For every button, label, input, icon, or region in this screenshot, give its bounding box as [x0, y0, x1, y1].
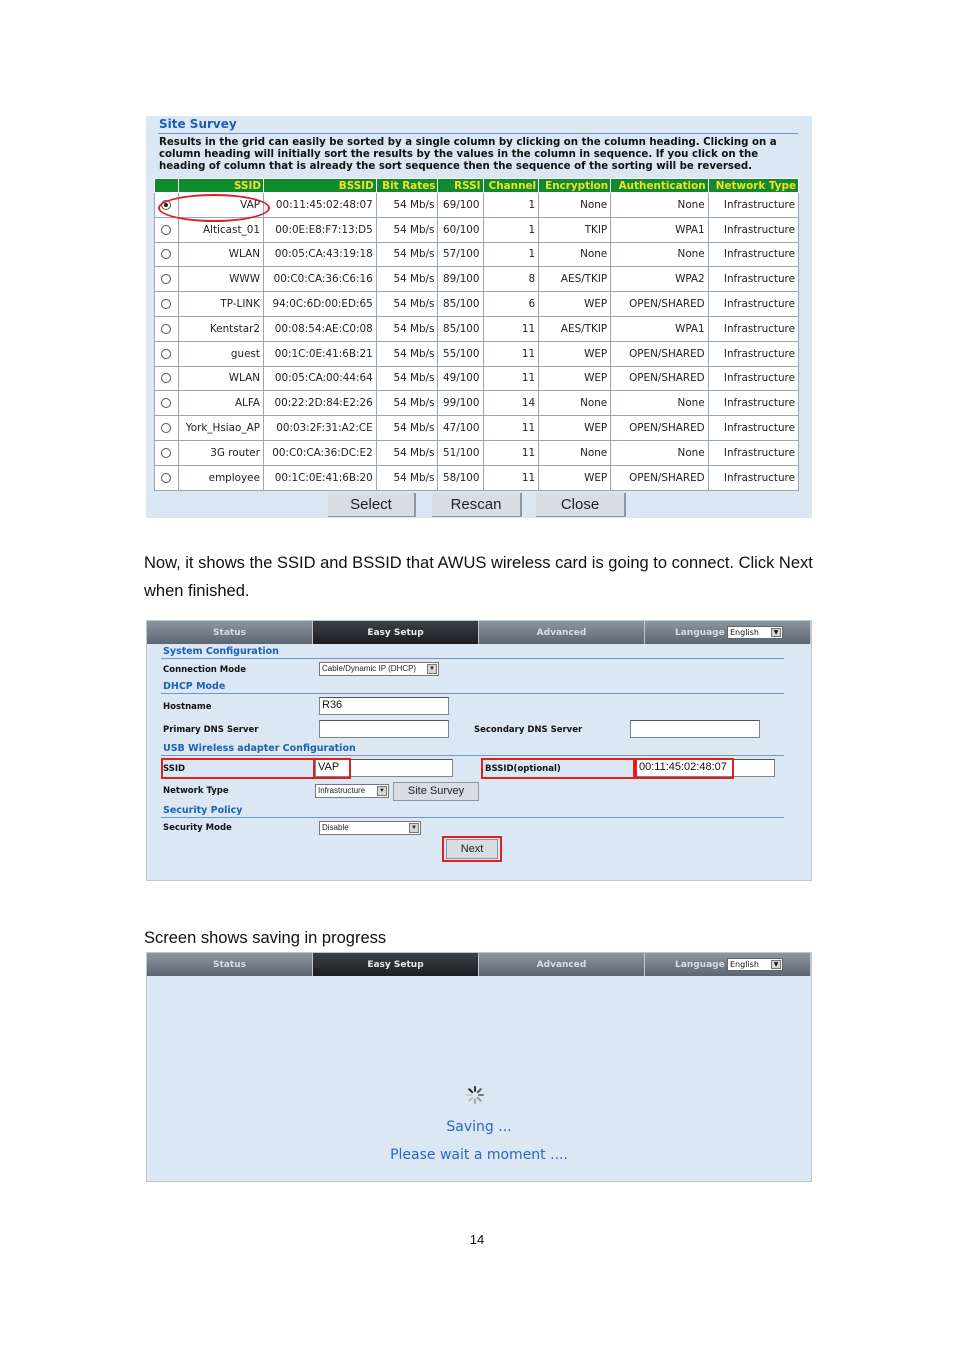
language-value: English — [730, 628, 759, 637]
cell-bssid: 00:22:2D:84:E2:26 — [263, 391, 376, 416]
cell-type: Infrastructure — [708, 341, 798, 366]
cell-encryption: AES/TKIP — [539, 316, 611, 341]
cell-ssid: WWW — [179, 267, 264, 292]
language-select[interactable] — [727, 626, 783, 639]
table-row[interactable] — [155, 292, 799, 317]
cell-rssi: 58/100 — [438, 465, 483, 490]
easy-setup-panel — [146, 620, 812, 881]
cell-auth: None — [611, 391, 708, 416]
row-radio-cell[interactable] — [155, 292, 179, 317]
cell-auth: None — [611, 440, 708, 465]
rescan-button[interactable]: Rescan — [432, 493, 522, 517]
cell-auth: OPEN/SHARED — [611, 341, 708, 366]
cell-rate: 54 Mb/s — [376, 217, 438, 242]
cell-encryption: WEP — [539, 366, 611, 391]
table-row[interactable] — [155, 416, 799, 441]
cell-bssid: 00:1C:0E:41:6B:21 — [263, 341, 376, 366]
row-radio-cell[interactable] — [155, 465, 179, 490]
chevron-down-icon: ▼ — [427, 664, 437, 674]
section-security-policy: Security Policy — [163, 805, 243, 816]
cell-rate: 54 Mb/s — [376, 193, 438, 218]
cell-rssi: 99/100 — [438, 391, 483, 416]
cell-ssid: ALFA — [179, 391, 264, 416]
chevron-down-icon: ▼ — [377, 786, 387, 796]
cell-type: Infrastructure — [708, 416, 798, 441]
cell-ssid: guest — [179, 341, 264, 366]
cell-auth: None — [611, 193, 708, 218]
hostname-label: Hostname — [163, 702, 212, 712]
site-survey-button[interactable]: Site Survey — [393, 782, 479, 801]
divider — [161, 755, 784, 756]
cell-rssi: 55/100 — [438, 341, 483, 366]
row-radio-cell[interactable] — [155, 267, 179, 292]
cell-channel: 11 — [483, 416, 539, 441]
cell-rate: 54 Mb/s — [376, 267, 438, 292]
cell-type: Infrastructure — [708, 391, 798, 416]
cell-bssid: 00:05:CA:00:44:64 — [263, 366, 376, 391]
table-row[interactable] — [155, 267, 799, 292]
cell-auth: OPEN/SHARED — [611, 416, 708, 441]
language-select[interactable] — [727, 958, 783, 971]
cell-auth: None — [611, 242, 708, 267]
row-radio-cell[interactable] — [155, 440, 179, 465]
cell-encryption: None — [539, 242, 611, 267]
cell-encryption: WEP — [539, 465, 611, 490]
cell-rate: 54 Mb/s — [376, 465, 438, 490]
row-radio-cell[interactable] — [155, 341, 179, 366]
language-value: English — [730, 960, 759, 969]
cell-encryption: None — [539, 391, 611, 416]
cell-rssi: 47/100 — [438, 416, 483, 441]
bssid-label: BSSID(optional) — [485, 764, 561, 774]
cell-ssid: employee — [179, 465, 264, 490]
cell-encryption: None — [539, 193, 611, 218]
cell-ssid: 3G router — [179, 440, 264, 465]
cell-bssid: 00:1C:0E:41:6B:20 — [263, 465, 376, 490]
section-system-configuration: System Configuration — [163, 646, 279, 657]
saving-panel — [146, 952, 812, 1182]
security-mode-value: Disable — [322, 823, 349, 832]
radio-button[interactable] — [161, 373, 171, 383]
radio-button[interactable] — [161, 299, 171, 309]
radio-button[interactable] — [161, 423, 171, 433]
site-survey-title: Site Survey — [159, 117, 237, 131]
cell-ssid: Kentstar2 — [179, 316, 264, 341]
site-survey-panel — [146, 116, 812, 518]
cell-channel: 11 — [483, 440, 539, 465]
cell-auth: WPA1 — [611, 217, 708, 242]
row-radio-cell[interactable] — [155, 366, 179, 391]
connection-mode-label: Connection Mode — [163, 665, 246, 675]
row-radio-cell[interactable] — [155, 242, 179, 267]
cell-rate: 54 Mb/s — [376, 416, 438, 441]
cell-type: Infrastructure — [708, 366, 798, 391]
cell-ssid: TP-LINK — [179, 292, 264, 317]
next-button[interactable]: Next — [446, 839, 498, 859]
cell-rssi: 57/100 — [438, 242, 483, 267]
network-type-value: Infrastructure — [318, 786, 366, 795]
primary-dns-label: Primary DNS Server — [163, 725, 259, 735]
cell-auth: OPEN/SHARED — [611, 465, 708, 490]
cell-channel: 1 — [483, 217, 539, 242]
ssid-label: SSID — [163, 764, 186, 774]
cell-type: Infrastructure — [708, 217, 798, 242]
cell-rssi: 49/100 — [438, 366, 483, 391]
cell-channel: 11 — [483, 465, 539, 490]
cell-rssi: 69/100 — [438, 193, 483, 218]
cell-bssid: 00:C0:CA:36:C6:16 — [263, 267, 376, 292]
tab-bar — [147, 953, 811, 976]
cell-bssid: 00:05:CA:43:19:18 — [263, 242, 376, 267]
cell-channel: 6 — [483, 292, 539, 317]
bssid-input[interactable]: 00:11:45:02:48:07 — [636, 759, 775, 777]
chevron-down-icon: ▼ — [409, 823, 419, 833]
radio-button[interactable] — [161, 349, 171, 359]
divider — [161, 658, 784, 659]
cell-rssi: 60/100 — [438, 217, 483, 242]
radio-button[interactable] — [161, 398, 171, 408]
cell-ssid: VAP — [179, 193, 264, 218]
tab-advanced[interactable]: Advanced — [479, 621, 645, 644]
cell-auth: OPEN/SHARED — [611, 366, 708, 391]
cell-ssid: WLAN — [179, 242, 264, 267]
cell-rssi: 89/100 — [438, 267, 483, 292]
column-header[interactable]: RSSI — [438, 179, 483, 193]
cell-bssid: 00:0E:E8:F7:13:D5 — [263, 217, 376, 242]
table-row[interactable] — [155, 316, 799, 341]
cell-type: Infrastructure — [708, 242, 798, 267]
divider — [161, 693, 784, 694]
cell-rate: 54 Mb/s — [376, 292, 438, 317]
table-row[interactable] — [155, 440, 799, 465]
cell-ssid: York_Hsiao_AP — [179, 416, 264, 441]
site-survey-table — [154, 178, 799, 491]
row-radio-cell[interactable] — [155, 217, 179, 242]
radio-button[interactable] — [161, 274, 171, 284]
page-number: 14 — [469, 1232, 485, 1247]
column-header[interactable]: Channel — [483, 179, 539, 193]
cell-encryption: WEP — [539, 341, 611, 366]
cell-auth: WPA1 — [611, 316, 708, 341]
cell-rate: 54 Mb/s — [376, 242, 438, 267]
column-header[interactable]: Bit Rates — [376, 179, 438, 193]
highlight-box — [313, 758, 351, 779]
column-header[interactable]: BSSID — [263, 179, 376, 193]
column-header[interactable]: Encryption — [539, 179, 611, 193]
cell-bssid: 00:C0:CA:36:DC:E2 — [263, 440, 376, 465]
cell-rate: 54 Mb/s — [376, 440, 438, 465]
cell-rate: 54 Mb/s — [376, 316, 438, 341]
cell-encryption: AES/TKIP — [539, 267, 611, 292]
ssid-input[interactable]: VAP — [315, 759, 453, 777]
tab-language — [645, 621, 811, 644]
highlight-box — [635, 758, 734, 779]
radio-button[interactable] — [161, 249, 171, 259]
highlight-box — [481, 758, 635, 779]
radio-button[interactable] — [161, 448, 171, 458]
close-button[interactable]: Close — [536, 493, 626, 517]
cell-bssid: 00:11:45:02:48:07 — [263, 193, 376, 218]
cell-rssi: 85/100 — [438, 316, 483, 341]
table-row[interactable] — [155, 242, 799, 267]
cell-bssid: 00:08:54:AE:C0:08 — [263, 316, 376, 341]
cell-encryption: WEP — [539, 292, 611, 317]
highlight-circle — [158, 194, 270, 222]
cell-rate: 54 Mb/s — [376, 391, 438, 416]
cell-type: Infrastructure — [708, 193, 798, 218]
please-wait-text: Please wait a moment .... — [390, 1147, 568, 1163]
cell-rssi: 85/100 — [438, 292, 483, 317]
cell-ssid: Alticast_01 — [179, 217, 264, 242]
radio-button[interactable] — [161, 225, 171, 235]
tab-advanced[interactable]: Advanced — [479, 953, 645, 976]
tab-status[interactable]: Status — [147, 953, 313, 976]
cell-bssid: 94:0C:6D:00:ED:65 — [263, 292, 376, 317]
row-radio-cell[interactable] — [155, 316, 179, 341]
tab-bar — [147, 621, 811, 644]
cell-type: Infrastructure — [708, 465, 798, 490]
site-survey-description: Results in the grid can easily be sorted by a single column by clicking on the column heading. Clicking on a column heading will initially sort the results by the values in the column in sequence. If you click on the heading of column that is already the sort sequence then the sequence of the sorting will be reversed. — [159, 137, 777, 172]
select-button[interactable]: Select — [328, 493, 416, 517]
cell-channel: 14 — [483, 391, 539, 416]
loading-spinner-icon — [465, 1085, 485, 1105]
hostname-input[interactable]: R36 — [319, 697, 449, 715]
language-label: Language — [675, 960, 725, 970]
cell-rate: 54 Mb/s — [376, 341, 438, 366]
cell-ssid: WLAN — [179, 366, 264, 391]
column-header[interactable]: SSID — [179, 179, 264, 193]
cell-type: Infrastructure — [708, 267, 798, 292]
radio-button[interactable] — [161, 324, 171, 334]
column-header[interactable]: Authentication — [611, 179, 708, 193]
network-type-select[interactable] — [315, 784, 389, 798]
cell-encryption: None — [539, 440, 611, 465]
cell-bssid: 00:03:2F:31:A2:CE — [263, 416, 376, 441]
secondary-dns-input[interactable] — [630, 720, 760, 738]
cell-channel: 1 — [483, 242, 539, 267]
table-row[interactable] — [155, 391, 799, 416]
connection-mode-select[interactable] — [319, 662, 439, 676]
cell-auth: OPEN/SHARED — [611, 292, 708, 317]
security-mode-select[interactable] — [319, 821, 421, 835]
paragraph-instructions: Now, it shows the SSID and BSSID that AWUS wireless card is going to connect. Click Next when finished. — [144, 554, 813, 600]
cell-type: Infrastructure — [708, 316, 798, 341]
saving-text: Saving ... — [446, 1119, 512, 1135]
primary-dns-input[interactable] — [319, 720, 449, 738]
cell-encryption: TKIP — [539, 217, 611, 242]
row-radio-cell[interactable] — [155, 416, 179, 441]
security-mode-label: Security Mode — [163, 823, 232, 833]
network-type-label: Network Type — [163, 786, 229, 796]
column-header[interactable]: Network Type — [708, 179, 798, 193]
divider — [158, 133, 798, 134]
chevron-down-icon: ▼ — [771, 960, 781, 969]
cell-channel: 11 — [483, 316, 539, 341]
section-usb-wireless: USB Wireless adapter Configuration — [163, 743, 356, 754]
cell-rate: 54 Mb/s — [376, 366, 438, 391]
tab-easy-setup[interactable]: Easy Setup — [313, 621, 479, 644]
row-radio-cell[interactable] — [155, 391, 179, 416]
table-row[interactable] — [155, 465, 799, 490]
cell-type: Infrastructure — [708, 292, 798, 317]
radio-button[interactable] — [161, 473, 171, 483]
table-row[interactable] — [155, 366, 799, 391]
divider — [161, 817, 784, 818]
secondary-dns-label: Secondary DNS Server — [474, 725, 583, 735]
column-header[interactable] — [155, 179, 179, 193]
highlight-box — [442, 836, 502, 862]
paragraph-saving: Screen shows saving in progress — [144, 929, 387, 947]
cell-rssi: 51/100 — [438, 440, 483, 465]
chevron-down-icon: ▼ — [771, 628, 781, 637]
cell-channel: 11 — [483, 366, 539, 391]
table-row[interactable] — [155, 217, 799, 242]
cell-type: Infrastructure — [708, 440, 798, 465]
cell-channel: 11 — [483, 341, 539, 366]
connection-mode-value: Cable/Dynamic IP (DHCP) — [322, 664, 417, 673]
cell-auth: WPA2 — [611, 267, 708, 292]
cell-channel: 1 — [483, 193, 539, 218]
tab-status[interactable]: Status — [147, 621, 313, 644]
section-dhcp-mode: DHCP Mode — [163, 681, 226, 692]
cell-channel: 8 — [483, 267, 539, 292]
tab-language — [645, 953, 811, 976]
language-label: Language — [675, 628, 725, 638]
table-row[interactable] — [155, 341, 799, 366]
tab-easy-setup[interactable]: Easy Setup — [313, 953, 479, 976]
cell-encryption: WEP — [539, 416, 611, 441]
